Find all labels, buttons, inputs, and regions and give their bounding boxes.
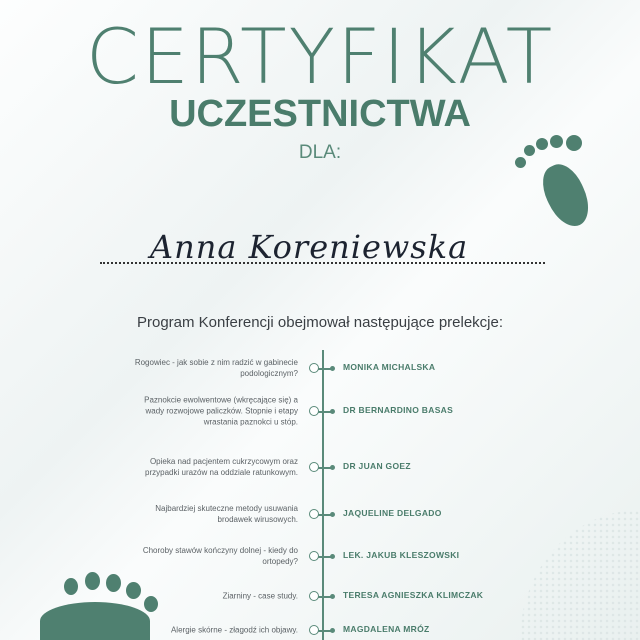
lecture-speaker: LEK. JAKUB KLESZOWSKI — [343, 550, 460, 560]
name-dotted-line — [100, 262, 545, 264]
lecture-speaker: MONIKA MICHALSKA — [343, 362, 436, 372]
timeline-dot-icon — [330, 366, 335, 371]
timeline-dot-icon — [330, 512, 335, 517]
lecture-topic: Paznokcie ewolwentowe (wkręcające się) a wady rozwojowe paliczków. Stopnie i etapy wrastania paznokci u stóp. — [144, 395, 298, 427]
recipient-name: Anna Koreniewska — [150, 228, 469, 266]
lecture-topic: Najbardziej skuteczne metody usuwania brodawek wirusowych. — [155, 504, 298, 524]
lecture-speaker: DR BERNARDINO BASAS — [343, 405, 454, 415]
certificate-subtitle: UCZESTNICTWA — [169, 93, 471, 135]
lecture-speaker: JAQUELINE DELGADO — [343, 508, 442, 518]
program-intro: Program Konferencji obejmował następujące prelekcje: — [136, 314, 504, 331]
lecture-topic: Opieka nad pacjentem cukrzycowym oraz przypadki urazów na oddziale ratunkowym. — [145, 457, 298, 477]
lecture-speaker: DR JUAN GOEZ — [343, 461, 411, 471]
for-label: DLA: — [298, 142, 342, 163]
timeline-dot-icon — [330, 409, 335, 414]
certificate-title: CERTYFIKAT — [85, 12, 555, 101]
timeline-dot-icon — [330, 628, 335, 633]
timeline-dot-icon — [330, 554, 335, 559]
footprint-icon — [512, 135, 602, 230]
lecture-topic: Alergie skórne - złagodź ich objawy. — [170, 625, 298, 635]
lecture-speaker: TERESA AGNIESZKA KLIMCZAK — [343, 590, 484, 600]
lecture-topic: Ziarniny - case study. — [222, 591, 298, 601]
lecture-speaker: MAGDALENA MRÓZ — [343, 624, 430, 634]
timeline-dot-icon — [330, 465, 335, 470]
lecture-topic: Rogowiec - jak sobie z nim radzić w gabinecie podologicznym? — [134, 358, 298, 378]
lecture-topic: Choroby stawów kończyny dolnej - kiedy do ortopedy? — [142, 546, 298, 566]
timeline-dot-icon — [330, 594, 335, 599]
